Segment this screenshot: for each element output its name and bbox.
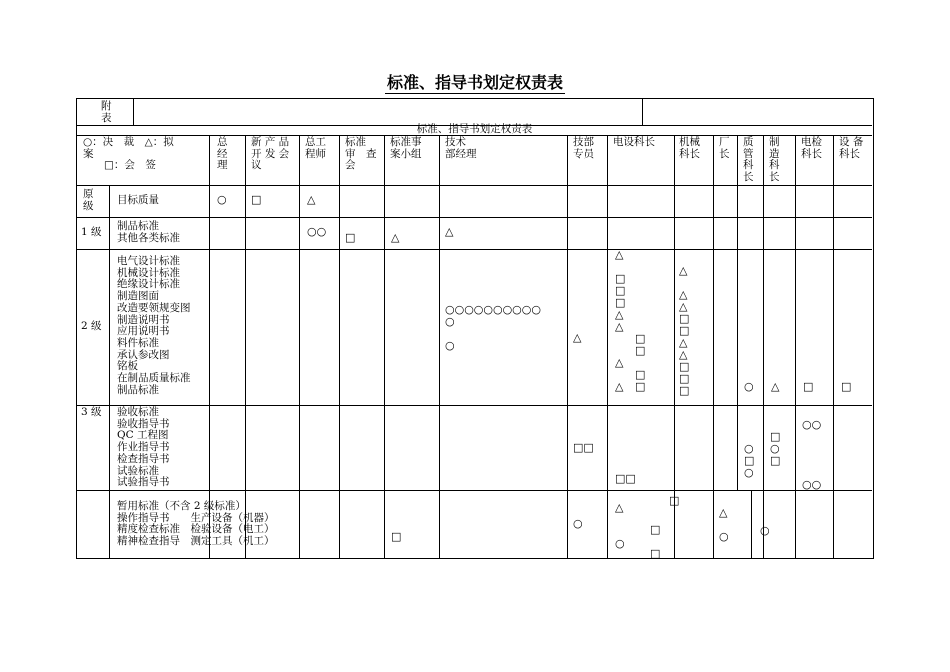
header-chief-engineer: 总工 程师	[305, 136, 326, 160]
header-tech-specialist: 技部 专员	[573, 136, 594, 160]
header-ee-chief: 电设科长	[613, 136, 655, 148]
header-general-manager: 总 经 理	[217, 136, 228, 172]
row-items: 目标质量	[117, 194, 159, 206]
row-items: 暂用标准（不含 2 级标准） 操作指导书 生产设备（机器） 精度检查标准 检验设备（电工） 精神检查指导 测定工具（机工）	[117, 500, 275, 548]
table-subtitle: 标准、指导书划定权责表	[416, 123, 533, 135]
mark-column-manufacturing-chief: □ ○ □	[770, 430, 781, 467]
mark-draft: △	[307, 193, 316, 206]
mark-draft: △	[445, 225, 454, 238]
header-mech-chief: 机械 科长	[679, 136, 700, 160]
row-items: 验收标准 验收指导书 QC 工程图 作业指导书 检查指导书 试验标准 试验指导书	[117, 406, 170, 489]
mark-column-factory-director: △ ○	[719, 506, 729, 543]
row-items: 制品标准 其他各类标准	[117, 220, 180, 244]
mark-draft: △	[771, 380, 780, 393]
document-title: 标准、指导书划定权责表	[386, 73, 563, 92]
mark-column-ei-chief: ○○ ○○	[802, 418, 822, 491]
row-level-label: 2 级	[81, 320, 102, 332]
attach-label: 附 表	[101, 100, 112, 124]
mark-countersign: □□	[573, 441, 594, 454]
header-new-product-meeting: 新 产 品 开 发 会 议	[251, 136, 290, 172]
header-factory-director: 厂 长	[719, 136, 730, 160]
mark-column-tech-manager: ○○○○○○○○○○ ○ ○	[445, 303, 541, 352]
header-ei-chief: 电检 科长	[801, 136, 822, 160]
row-level-label: 原 级	[83, 188, 94, 212]
mark-column-ee-chief: △ ○	[615, 501, 625, 550]
mark-decide: ○	[744, 380, 754, 393]
mark-column-ee-chief-2: □ □ □ □	[635, 332, 646, 393]
row-items: 电气设计标准 机械设计标准 绝缘设计标准 制造图面 改造要领规变图 制造说明书 应用说明书 料件标准 承认参改图 铭板 在制品质量标准 制品标准	[117, 255, 191, 396]
mark-countersign: □□	[615, 472, 636, 485]
header-tech-manager: 技术 部经理	[445, 136, 477, 160]
mark-decide: ○	[217, 193, 227, 206]
mark-countersign: □	[251, 193, 262, 206]
row-level-label: 1 级	[81, 226, 102, 238]
row-level-label: 3 级	[81, 406, 102, 418]
mark-countersign: □	[391, 530, 402, 543]
mark-column-mech-chief-2: □	[669, 494, 680, 507]
mark-countersign: □	[803, 380, 814, 393]
header-qc-chief: 质 管 科 长	[743, 136, 754, 184]
mark-column-ee-chief: △ □ □ □ △ △ △ △	[615, 248, 626, 393]
mark-countersign: □	[841, 380, 852, 393]
mark-decide: ○○	[307, 225, 327, 238]
mark-column-mech-chief: △ △ △ □ □ △ △ □ □ □	[679, 264, 690, 397]
mark-decide: ○	[573, 517, 583, 530]
mark-draft: △	[573, 331, 582, 344]
mark-countersign: □	[345, 231, 356, 244]
header-standard-group: 标准事 案小组	[390, 136, 422, 160]
header-manufacturing-chief: 制 造 科 长	[769, 136, 780, 184]
mark-decide: ○	[760, 524, 770, 537]
mark-column-mech-chief: □ □	[650, 523, 661, 560]
header-equipment-chief: 设 备 科长	[839, 136, 864, 160]
responsibility-table	[76, 98, 874, 559]
mark-column-qc-chief: ○ □ ○	[744, 442, 755, 479]
legend: ○：决 裁 △：拟 案 □：会 签	[83, 136, 174, 172]
mark-draft: △	[391, 231, 400, 244]
header-standard-review: 标准 审 查 会	[345, 136, 377, 172]
